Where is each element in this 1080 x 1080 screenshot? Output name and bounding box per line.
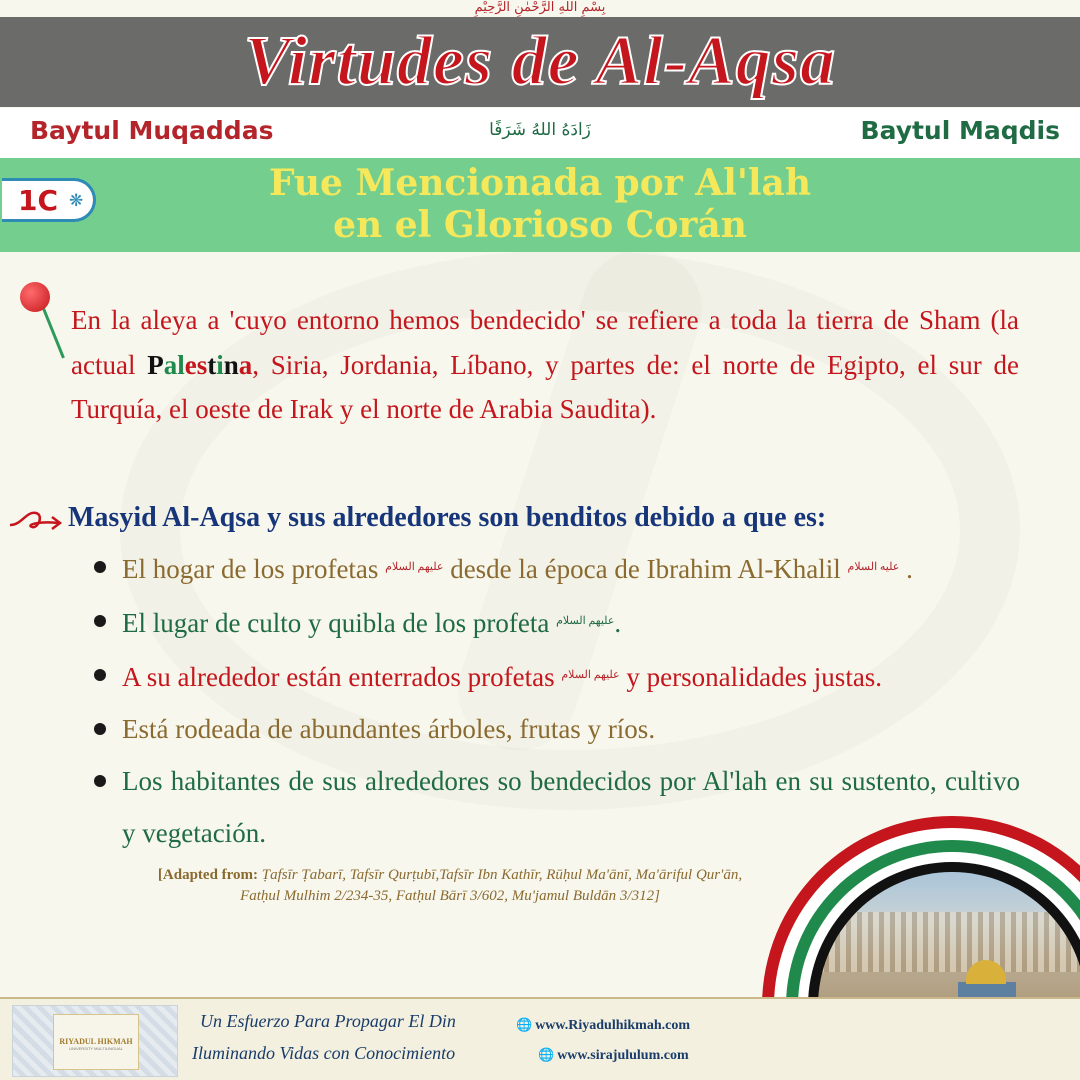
virtues-heading: Masyid Al-Aqsa y sus alrededores son benditos debido a que es: <box>68 502 827 533</box>
curly-arrow-icon <box>8 505 64 539</box>
list-item: A su alrededor están enterrados profetas $^{عليهم السلام}$ y personalidades justas. <box>94 649 1020 703</box>
intro-paragraph <box>71 298 1019 432</box>
section-title-line2: en el Glorioso Corán <box>333 204 747 246</box>
source-citation: [Adapted from: Ṭafsīr Ṭabarī, Tafsīr Qurṭubī,Tafsīr Ibn Kathīr, Rūḥul Ma'ānī, Ma'āriful Qur'ān, Fatḥul Mulhim 2/234-35, Fatḥul Bārī 3/602, Mu'jamul Buldān 3/312] <box>157 867 743 904</box>
globe-icon: 🌐 <box>538 1047 555 1062</box>
subheader <box>0 108 1080 158</box>
title-bar <box>0 17 1080 107</box>
bismillah: بِسْمِ اللهِ الرَّحْمٰنِ الرَّحِيْمِ <box>474 0 606 15</box>
honorific: عليهم السلام <box>385 561 444 573</box>
section-title <box>0 162 1080 246</box>
star-icon: ❋ <box>69 191 84 211</box>
list-item: El lugar de culto y quibla de los profeta $^{عليهم السلام}$. <box>94 595 1020 649</box>
list-item: Los habitantes de sus alrededores so bendecidos por Al'lah en su sustento, cultivo y vegetación. <box>94 755 1020 859</box>
intro-text-after: , Siria, Jordania, Líbano, y partes de: el norte de Egipto, el sur de Turquía, el oeste de Irak y el norte de Arabia Saudita). <box>71 349 1019 424</box>
palestina-word: Palestina <box>147 349 253 380</box>
riyadul-hikmah-logo: RIYADUL HIKMAH UNIVERSITY MULTILINGUAL <box>12 1005 178 1077</box>
honorific: عليه السلام <box>847 561 900 573</box>
honorific: عليهم السلام <box>561 669 620 681</box>
honorific: عليهم السلام <box>556 615 615 627</box>
footer-slogan-2: Iluminando Vidas con Conocimiento <box>192 1043 456 1063</box>
globe-icon: 🌐 <box>516 1017 533 1032</box>
section-title-line1: Fue Mencionada por Al'lah <box>268 162 812 204</box>
heading-band <box>0 158 1080 252</box>
badge-label: 1C <box>18 184 59 217</box>
subheader-left-name: Baytul Muqaddas <box>30 116 274 145</box>
footer <box>0 997 1080 1080</box>
virtues-list <box>94 541 1020 859</box>
list-item: El hogar de los profetas $^{عليهم السلام}$ desde la época de Ibrahim Al-Khalil $^{عليه السلام}$ . <box>94 541 1020 595</box>
website-link-sirajululum[interactable]: 🌐 www.sirajululum.com <box>538 1047 689 1063</box>
page-title: Virtudes de Al-Aqsa <box>243 23 837 100</box>
website-link-riyadulhikmah[interactable]: 🌐 www.Riyadulhikmah.com <box>516 1017 690 1033</box>
subheader-arabic-phrase: زَادَهُ اللهُ شَرَفًا <box>489 120 591 140</box>
list-item: Está rodeada de abundantes árboles, frutas y ríos. <box>94 703 1020 755</box>
subheader-right-name: Baytul Maqdis <box>860 116 1060 145</box>
footer-slogan-1: Un Esfuerzo Para Propagar El Din <box>200 1011 456 1031</box>
pushpin-icon <box>20 282 60 362</box>
intro-text-before: En la aleya a 'cuyo entorno hemos bendecido' se refiere a toda la tierra de Sham (la actual <box>71 305 1019 380</box>
